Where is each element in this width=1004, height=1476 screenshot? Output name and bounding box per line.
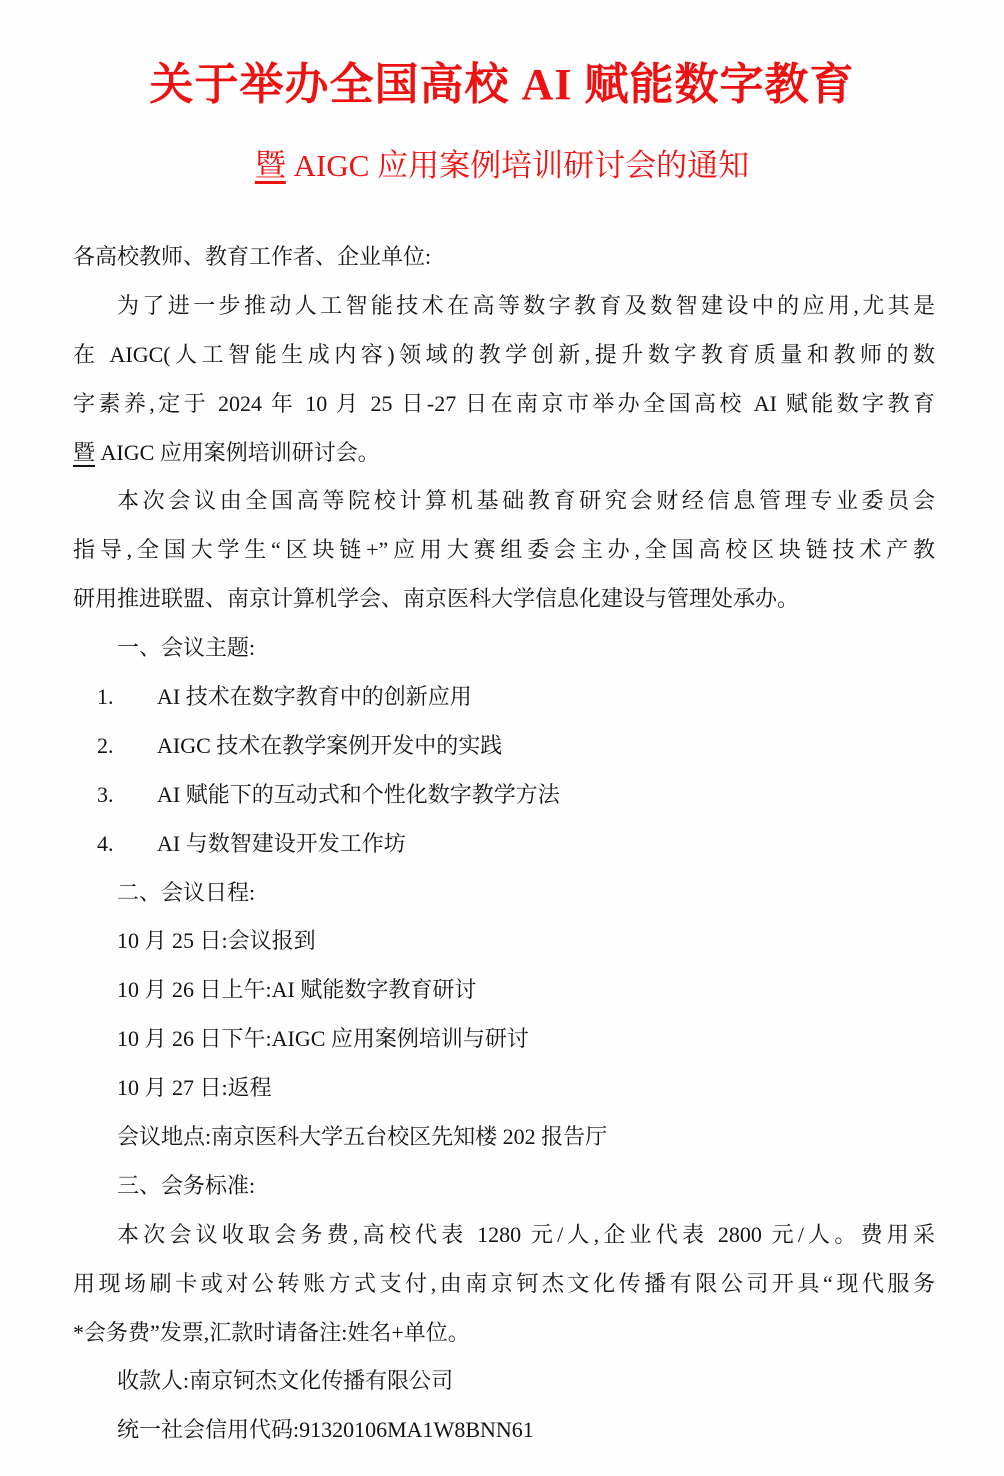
doc-subtitle-rest: AIGC 应用案例培训研讨会的通知: [285, 148, 750, 183]
doc-line: 用现场刷卡或对公转账方式支付,由南京钶杰文化传播有限公司开具“现代服务: [73, 1270, 935, 1296]
doc-line: 本次会议收取会务费,高校代表 1280 元/人,企业代表 2800 元/人。费用采: [117, 1221, 935, 1247]
list-number: 4.: [97, 830, 114, 856]
underlined-char: 暨: [73, 439, 96, 465]
doc-line: 指导,全国大学生“区块链+”应用大赛组委会主办,全国高校区块链技术产教: [73, 537, 935, 563]
doc-line: 二、会议日程:: [117, 879, 256, 905]
doc-line: 各高校教师、教育工作者、企业单位:: [73, 244, 432, 269]
list-number: 3.: [97, 781, 114, 807]
list-text: AIGC 技术在教学案例开发中的实践: [157, 732, 503, 758]
doc-line: 在 AIGC(人工智能生成内容)领域的教学创新,提升数字教育质量和教师的数: [73, 341, 935, 367]
doc-title: 关于举办全国高校 AI 赋能数字教育: [149, 60, 855, 109]
doc-line: 字素养,定于 2024 年 10 月 25 日-27 日在南京市举办全国高校 AI 赋能数字教育: [73, 390, 935, 416]
doc-line: 10 月 26 日上午:AI 赋能数字教育研讨: [117, 977, 477, 1003]
doc-line: 一、会议主题:: [117, 635, 256, 661]
doc-line: 研用推进联盟、南京计算机学会、南京医科大学信息化建设与管理处承办。: [73, 586, 800, 612]
doc-line: 会议地点:南京医科大学五台校区先知楼 202 报告厅: [117, 1124, 608, 1150]
list-text: AI 与数智建设开发工作坊: [157, 830, 406, 856]
list-text: AI 技术在数字教育中的创新应用: [157, 684, 472, 710]
doc-line: 收款人:南京钶杰文化传播有限公司: [117, 1368, 454, 1394]
doc-line: 统一社会信用代码:91320106MA1W8BNN61: [117, 1417, 534, 1443]
doc-list-item: [73, 722, 935, 771]
doc-line: 本次会议由全国高等院校计算机基础教育研究会财经信息管理专业委员会: [117, 488, 935, 514]
doc-list-item: [73, 673, 935, 722]
doc-line: 10 月 25 日:会议报到: [117, 928, 316, 954]
doc-line: *会务费”发票,汇款时请备注:姓名+单位。: [73, 1319, 470, 1345]
doc-line: 10 月 27 日:返程: [117, 1075, 272, 1101]
doc-line: 三、会务标准:: [117, 1172, 256, 1198]
doc-subtitle-underlined-char: 暨: [254, 148, 286, 183]
doc-line: 为了进一步推动人工智能技术在高等数字教育及数智建设中的应用,尤其是: [117, 292, 935, 318]
list-number: 2.: [97, 732, 114, 758]
doc-line: 10 月 26 日下午:AIGC 应用案例培训与研讨: [117, 1026, 529, 1052]
doc-list-item: [73, 771, 935, 820]
doc-subtitle: [0, 144, 1004, 188]
list-number: 1.: [97, 684, 114, 710]
document-body: [73, 233, 935, 1455]
doc-line: 暨 AIGC 应用案例培训研讨会。: [73, 439, 380, 465]
list-text: AI 赋能下的互动式和个性化数字教学方法: [157, 781, 560, 807]
doc-list-item: [73, 820, 935, 869]
